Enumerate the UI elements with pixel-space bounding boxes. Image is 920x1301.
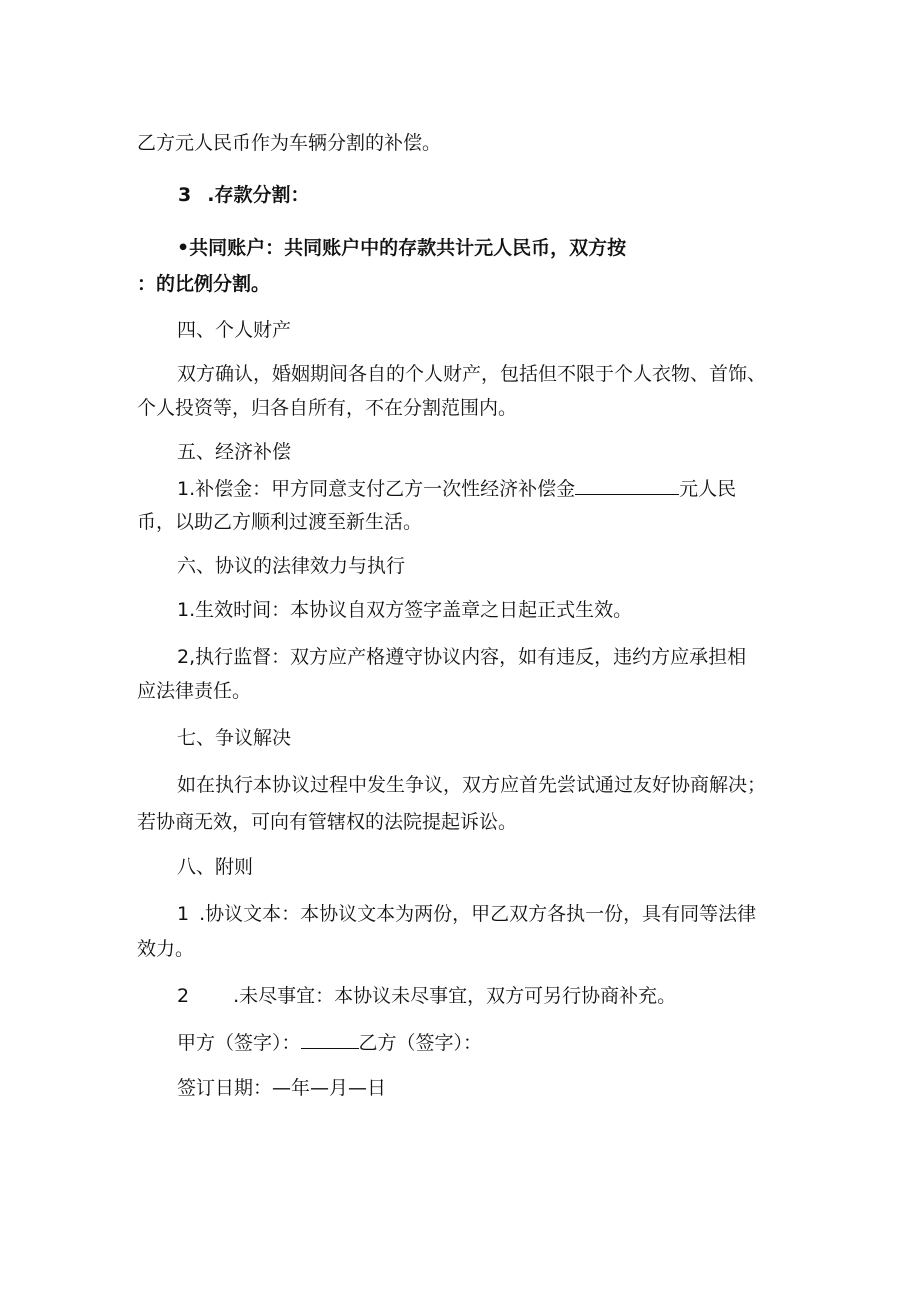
section8-item1-line2: 效力。 (137, 938, 195, 960)
section8-item1-line1 (177, 902, 756, 926)
signature-line (177, 1030, 482, 1055)
compensation-amount-blank[interactable] (575, 476, 679, 495)
section5-item1-suffix: 元人民 (679, 478, 737, 500)
section4-para-line1: 双方确认，婚姻期间各自的个人财产，包括但不限于个人衣物、首饰、 (177, 363, 767, 385)
section5-item1-prefix: 1.补偿金：甲方同意支付乙方一次性经济补偿金 (177, 478, 576, 500)
section5-item1-line2: 币，以助乙方顺利过渡至新生活。 (137, 511, 423, 533)
section7-heading: 七、争议解决 (177, 727, 292, 749)
section6-heading: 六、协议的法律效力与执行 (177, 555, 406, 577)
party-a-signature-label: 甲方（签字）： (177, 1032, 301, 1054)
section4-para-line2: 个人投资等，归各自所有，不在分割范围内。 (137, 397, 518, 419)
party-a-signature-blank[interactable] (301, 1030, 359, 1049)
section7-para-line1: 如在执行本协议过程中发生争议，双方应首先尝试通过友好协商解决； (177, 774, 767, 796)
joint-account-line1: •共同账户：共同账户中的存款共计元人民币，双方按 (177, 237, 627, 259)
section6-item1: 1.生效时间：本协议自双方签字盖章之日起正式生效。 (177, 599, 633, 621)
deposit-number: 3 (178, 184, 192, 206)
section8-item1-number: 1 (177, 903, 190, 925)
signing-date: 签订日期：—年—月—日 (177, 1077, 387, 1099)
section6-item2-line1: 2,执行监督：双方应产格遵守协议内容，如有违反，违约方应承担相 (177, 646, 747, 668)
deposit-heading (178, 183, 309, 207)
section8-item2-number: 2 (177, 985, 190, 1007)
joint-account-line2: ：的比例分割。 (137, 273, 271, 295)
section8-item1-text: .协议文本：本协议文本为两份，甲乙双方各执一份，具有同等法律 (199, 903, 757, 925)
section5-item1-line1 (177, 476, 736, 501)
car-compensation-text: 乙方元人民币作为车辆分割的补偿。 (137, 132, 442, 154)
deposit-title: .存款分割： (207, 184, 310, 206)
section6-item2-line2: 应法律责任。 (137, 680, 252, 702)
section7-para-line2: 若协商无效，可向有管辖权的法院提起诉讼。 (137, 811, 518, 833)
section8-heading: 八、附则 (177, 856, 254, 878)
section5-heading: 五、经济补偿 (177, 441, 292, 463)
section8-item2 (177, 984, 676, 1008)
party-b-signature-label: 乙方（签字）： (358, 1032, 483, 1054)
section4-heading: 四、个人财产 (177, 319, 292, 341)
section8-item2-text: .未尽事宜：本协议未尽事宜，双方可另行协商补充。 (233, 985, 677, 1007)
